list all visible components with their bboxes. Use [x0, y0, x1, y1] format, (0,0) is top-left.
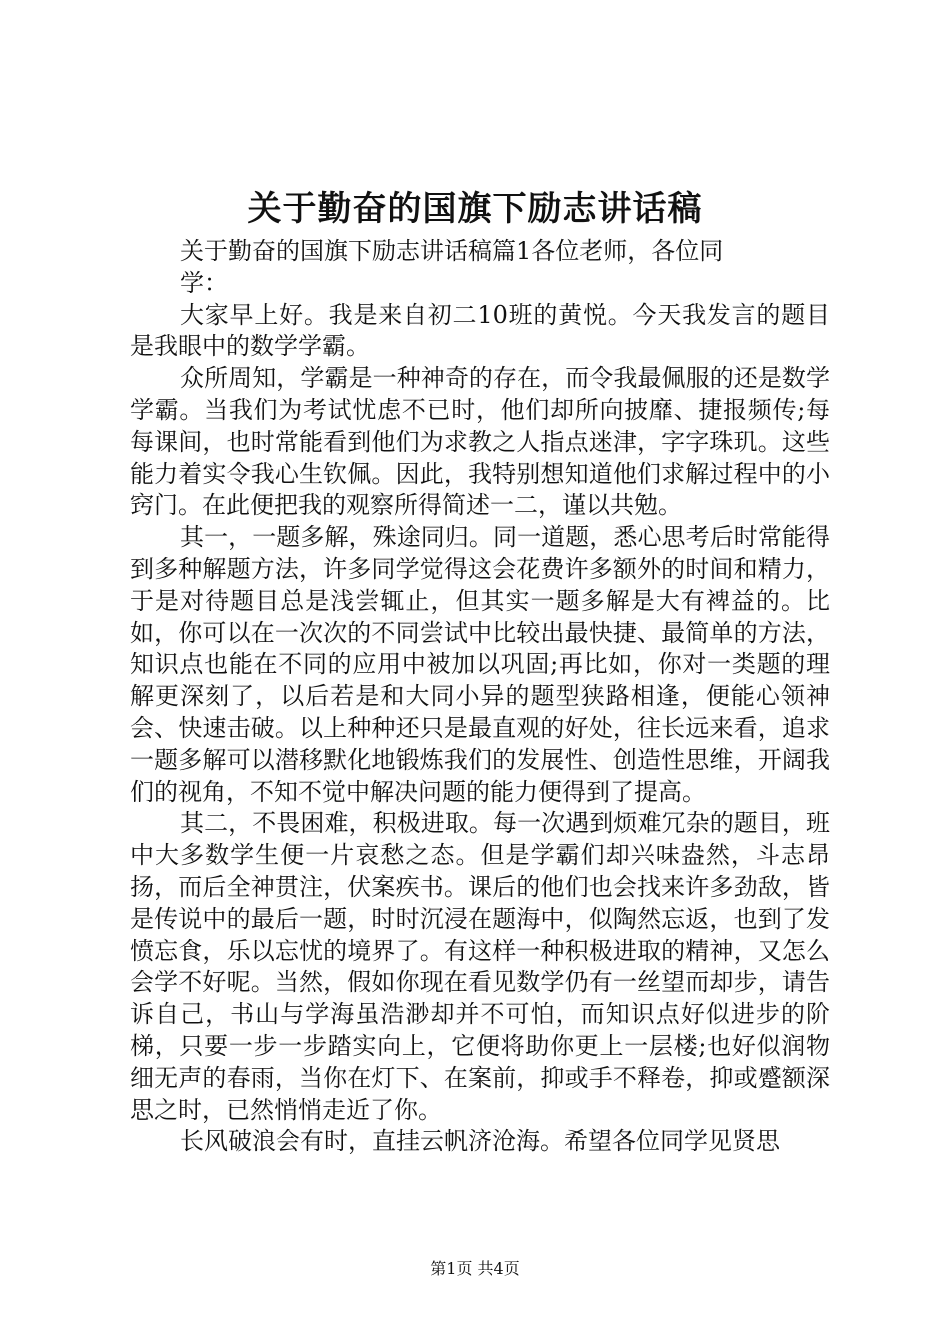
document-body	[130, 236, 830, 1158]
paragraph-point-one: 其一，一题多解，殊途同归。同一道题，悉心思考后时常能得到多种解题方法，许多同学觉得这会花费许多额外的时间和精力，于是对待题目总是浅尝辄止，但其实一题多解是大有裨益的。比如，你可以在一次次的不同尝试中比较出最快捷、最简单的方法，知识点也能在不同的应用中被加以巩固;再比如，你对一类题的理解更深刻了，以后若是和大同小异的题型狭路相逢，便能心领神会、快速击破。以上种种还只是最直观的好处，往长远来看，追求一题多解可以潜移默化地锻炼我们的发展性、创造性思维，开阔我们的视角，不知不觉中解决问题的能力便得到了提高。	[130, 523, 830, 806]
paragraph-closing: 长风破浪会有时，直挂云帆济沧海。希望各位同学见贤思	[180, 1127, 780, 1156]
paragraph-opening: 关于勤奋的国旗下励志讲话稿篇1各位老师，各位同学：	[180, 237, 724, 297]
page-footer: 第1页 共4页	[430, 1259, 520, 1278]
paragraph-greeting: 大家早上好。我是来自初二10班的黄悦。今天我发言的题目是我眼中的数学学霸。	[130, 300, 830, 361]
paragraph-intro: 众所周知，学霸是一种神奇的存在，而令我最佩服的还是数学学霸。当我们为考试忧虑不已时，他们却所向披靡、捷报频传;每每课间，也时常能看到他们为求教之人指点迷津，字字珠玑。这些能力着实令我心生钦佩。因此，我特别想知道他们求解过程中的小窍门。在此便把我的观察所得简述一二，谨以共勉。	[130, 364, 830, 520]
document-title: 关于勤奋的国旗下励志讲话稿	[247, 189, 703, 229]
paragraph-point-two: 其二，不畏困难，积极进取。每一次遇到烦难冗杂的题目，班中大多数学生便一片哀愁之态。但是学霸们却兴味盎然，斗志昂扬，而后全神贯注，伏案疾书。课后的他们也会找来许多劲敌，皆是传说中的最后一题，时时沉浸在题海中，似陶然忘返，也到了发愤忘食，乐以忘忧的境界了。有这样一种积极进取的精神，又怎么会学不好呢。当然，假如你现在看见数学仍有一丝望而却步，请告诉自己，书山与学海虽浩渺却并不可怕，而知识点好似进步的阶梯，只要一步一步踏实向上，它便将助你更上一层楼;也好似润物细无声的春雨，当你在灯下、在案前，抑或手不释卷，抑或蹙额深思之时，已然悄悄走近了你。	[130, 809, 830, 1124]
